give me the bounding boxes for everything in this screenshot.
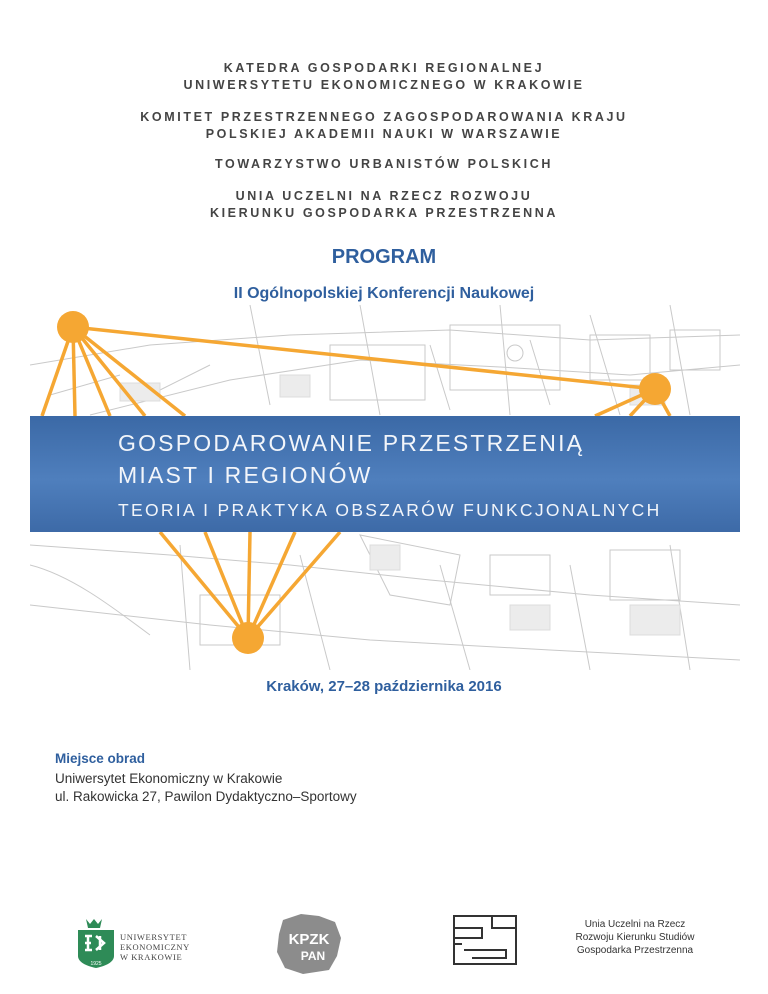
conference-subtitle: II Ogólnopolskiej Konferencji Naukowej (233, 285, 535, 302)
ue-logo-year: 1925 (90, 961, 102, 967)
organizer-4-line-1: UNIA UCZELNI NA RZECZ ROZWOJU (235, 189, 533, 203)
venue-heading: Miejsce obrad (55, 751, 146, 766)
organizer-4-line-2: KIERUNKU GOSPODARKA PRZESTRZENNA (209, 206, 559, 220)
ue-logo-line-2: EKONOMICZNY (120, 942, 190, 952)
organizer-2-line-2: POLSKIEJ AKADEMII NAUKI W WARSZAWIE (205, 127, 563, 141)
banner-title-line-1: GOSPODAROWANIE PRZESTRZENIĄ (118, 430, 585, 456)
banner-subtitle: TEORIA I PRAKTYKA OBSZARÓW FUNKCJONALNYCH (118, 500, 662, 520)
venue-line-2: ul. Rakowicka 27, Pawilon Dydaktyczno–Sportowy (55, 789, 357, 804)
ue-logo-line-1: UNIWERSYTET (120, 932, 188, 942)
organizer-2 (0, 109, 768, 143)
program-title: PROGRAM (331, 246, 437, 268)
conference-title-banner (30, 416, 740, 532)
unia-line-3: Gospodarka Przestrzenna (576, 945, 694, 956)
organizer-3-line-1: TOWARZYSTWO URBANISTÓW POLSKICH (215, 157, 553, 171)
kpzk-logo-line-2: PAN (300, 949, 326, 963)
organizer-3 (0, 156, 768, 173)
banner-title-line-2: MIAST I REGIONÓW (118, 462, 373, 488)
organizer-1-line-2: UNIWERSYTETU EKONOMICZNEGO W KRAKOWIE (183, 78, 585, 92)
venue-line-1: Uniwersytet Ekonomiczny w Krakowie (55, 771, 283, 786)
unia-uczelni-logo-text (560, 918, 710, 957)
organizer-2-line-1: KOMITET PRZESTRZENNEGO ZAGOSPODAROWANIA KRAJU (140, 110, 628, 124)
tup-logo-icon (452, 914, 518, 966)
ue-logo-line-3: W KRAKOWIE (120, 952, 183, 962)
organizer-4 (0, 188, 768, 222)
date-place: Kraków, 27–28 października 2016 (266, 678, 502, 695)
kpzk-logo-line-1: KPZK (288, 931, 330, 948)
organizer-1-line-1: KATEDRA GOSPODARKI REGIONALNEJ (223, 61, 545, 75)
organizer-1 (0, 60, 768, 94)
kpzk-pan-logo-icon (273, 912, 345, 976)
ue-logo-text (120, 932, 190, 962)
unia-line-1: Unia Uczelni na Rzecz (584, 919, 686, 930)
unia-line-2: Rozwoju Kierunku Studiów (575, 932, 695, 943)
